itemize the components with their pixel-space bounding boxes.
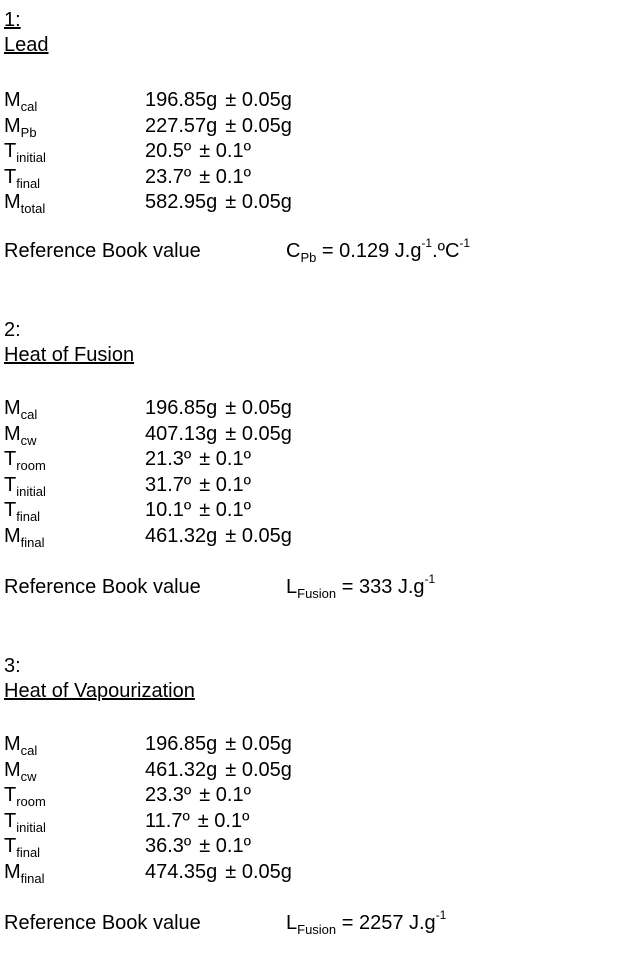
symbol-letter: M <box>4 397 21 419</box>
section-heading: Heat of Fusion <box>4 344 135 366</box>
measurement-row <box>4 834 624 860</box>
reference-symbol: C <box>286 240 301 262</box>
symbol-letter: M <box>4 89 21 111</box>
measurement-row <box>4 524 624 550</box>
symbol <box>4 422 37 449</box>
symbol-subscript: room <box>16 458 46 474</box>
measurement-row <box>4 732 624 758</box>
reference-value-text: = 2257 J.g <box>336 912 436 934</box>
value <box>145 447 251 473</box>
symbol-subscript: initial <box>16 483 46 499</box>
symbol-subscript: cal <box>20 99 38 114</box>
uncertainty: ± 0.05g <box>225 191 292 214</box>
symbol-letter: T <box>4 809 17 832</box>
measurement-row <box>4 498 624 524</box>
reference-symbol: L <box>286 912 298 934</box>
measurement-row <box>4 447 624 473</box>
reference-equation <box>286 574 435 602</box>
uncertainty: ± 0.05g <box>225 89 292 111</box>
reference-equation <box>286 238 470 266</box>
value <box>145 809 249 835</box>
measurement-row <box>4 396 624 422</box>
value-number: 196.85g <box>145 397 218 419</box>
value-number: 31.7º <box>145 473 192 496</box>
value <box>145 139 251 165</box>
value-number: 10.1º <box>145 499 192 522</box>
reference-unit: .ºC <box>432 240 460 262</box>
symbol <box>4 498 40 525</box>
uncertainty: ± 0.05g <box>225 733 292 755</box>
reference-exponent: -1 <box>421 236 433 250</box>
measurement-list <box>4 88 624 216</box>
value-number: 474.35g <box>145 860 218 883</box>
symbol-letter: T <box>4 835 17 858</box>
symbol <box>4 165 40 192</box>
symbol <box>4 809 46 836</box>
symbol <box>4 396 37 423</box>
uncertainty: ± 0.05g <box>225 422 292 445</box>
section-heading: Heat of Vapourization <box>4 680 195 702</box>
section-number: 2: <box>4 319 21 341</box>
uncertainty: ± 0.1º <box>199 448 251 471</box>
symbol-subscript: cw <box>20 432 37 448</box>
symbol-subscript: final <box>16 509 41 525</box>
measurement-row <box>4 190 624 216</box>
measurement-row <box>4 422 624 448</box>
symbol-subscript: final <box>16 175 41 191</box>
reference-subscript: Fusion <box>297 586 337 601</box>
symbol <box>4 473 46 500</box>
reference-equation <box>286 910 446 938</box>
value-number: 227.57g <box>145 114 218 137</box>
uncertainty: ± 0.1º <box>199 473 251 496</box>
symbol <box>4 758 37 785</box>
measurement-row <box>4 114 624 140</box>
symbol-subscript: cal <box>20 407 38 422</box>
value <box>145 422 292 448</box>
measurement-row <box>4 860 624 886</box>
symbol-letter: M <box>4 758 21 781</box>
symbol-subscript: final <box>16 845 41 861</box>
uncertainty: ± 0.1º <box>199 499 251 522</box>
symbol-letter: M <box>4 422 21 445</box>
measurement-row <box>4 809 624 835</box>
value <box>145 498 251 524</box>
reference-label: Reference Book value <box>4 240 201 262</box>
symbol-subscript: total <box>20 201 46 217</box>
uncertainty: ± 0.1º <box>199 835 251 858</box>
reference-value-text: = 333 J.g <box>336 576 425 598</box>
symbol <box>4 732 37 759</box>
value <box>145 783 251 809</box>
measurement-row <box>4 783 624 809</box>
value-number: 23.7º <box>145 165 192 188</box>
value <box>145 165 251 191</box>
value <box>145 834 251 860</box>
uncertainty: ± 0.1º <box>199 140 251 163</box>
symbol-letter: M <box>4 114 21 137</box>
symbol <box>4 783 46 810</box>
value-number: 196.85g <box>145 89 218 111</box>
reference-exponent: -1 <box>459 236 471 250</box>
symbol <box>4 88 37 115</box>
symbol-letter: M <box>4 191 21 214</box>
symbol <box>4 447 46 474</box>
symbol-subscript: Pb <box>20 124 37 140</box>
section-heading: Lead <box>4 34 49 56</box>
reference-subscript: Fusion <box>297 922 337 937</box>
value <box>145 396 292 422</box>
uncertainty: ± 0.1º <box>199 784 251 807</box>
value-number: 36.3º <box>145 835 192 858</box>
symbol-subscript: room <box>16 794 46 810</box>
symbol-letter: T <box>4 448 17 471</box>
value-number: 21.3º <box>145 448 192 471</box>
value-number: 20.5º <box>145 140 192 163</box>
value <box>145 732 292 758</box>
value <box>145 88 292 114</box>
symbol-letter: M <box>4 733 21 755</box>
value <box>145 758 292 784</box>
symbol <box>4 524 45 551</box>
reference-label: Reference Book value <box>4 912 201 934</box>
measurement-row <box>4 758 624 784</box>
reference-exponent: -1 <box>424 572 436 586</box>
symbol-letter: T <box>4 165 17 188</box>
uncertainty: ± 0.05g <box>225 758 292 781</box>
value-number: 582.95g <box>145 191 218 214</box>
value-number: 23.3º <box>145 784 192 807</box>
measurement-row <box>4 165 624 191</box>
symbol-subscript: cal <box>20 743 38 758</box>
symbol <box>4 139 46 166</box>
symbol-letter: M <box>4 860 21 883</box>
measurement-list <box>4 732 624 886</box>
section-number: 1: <box>4 9 21 31</box>
symbol-subscript: initial <box>16 150 46 166</box>
symbol-subscript: final <box>20 870 45 886</box>
symbol-subscript: initial <box>16 819 46 835</box>
symbol-letter: T <box>4 784 17 807</box>
uncertainty: ± 0.1º <box>199 165 251 188</box>
reference-value <box>4 574 624 600</box>
value-number: 461.32g <box>145 524 218 547</box>
symbol <box>4 860 45 887</box>
value <box>145 524 292 550</box>
reference-subscript: Pb <box>300 250 317 265</box>
symbol <box>4 834 40 861</box>
measurement-list <box>4 396 624 550</box>
measurement-row <box>4 473 624 499</box>
symbol-letter: T <box>4 140 17 163</box>
symbol-letter: T <box>4 499 17 522</box>
measurement-row <box>4 88 624 114</box>
reference-exponent: -1 <box>435 908 447 922</box>
uncertainty: ± 0.05g <box>225 397 292 419</box>
uncertainty: ± 0.05g <box>225 524 292 547</box>
uncertainty: ± 0.1º <box>197 809 250 832</box>
measurement-row <box>4 139 624 165</box>
uncertainty: ± 0.05g <box>225 114 292 137</box>
value-number: 461.32g <box>145 758 218 781</box>
value-number: 196.85g <box>145 733 218 755</box>
reference-label: Reference Book value <box>4 576 201 598</box>
value-number: 11.7º <box>145 809 190 832</box>
value <box>145 473 251 499</box>
value <box>145 860 292 886</box>
reference-value <box>4 910 624 936</box>
symbol-letter: T <box>4 473 17 496</box>
reference-value <box>4 238 624 264</box>
symbol-subscript: final <box>20 534 45 550</box>
symbol-subscript: cw <box>20 768 37 784</box>
reference-value-text: = 0.129 J.g <box>316 240 422 262</box>
value-number: 407.13g <box>145 422 218 445</box>
section-number: 3: <box>4 655 21 677</box>
value <box>145 190 292 216</box>
reference-symbol: L <box>286 576 298 598</box>
value <box>145 114 292 140</box>
symbol <box>4 190 45 217</box>
symbol <box>4 114 37 141</box>
uncertainty: ± 0.05g <box>225 860 292 883</box>
symbol-letter: M <box>4 524 21 547</box>
